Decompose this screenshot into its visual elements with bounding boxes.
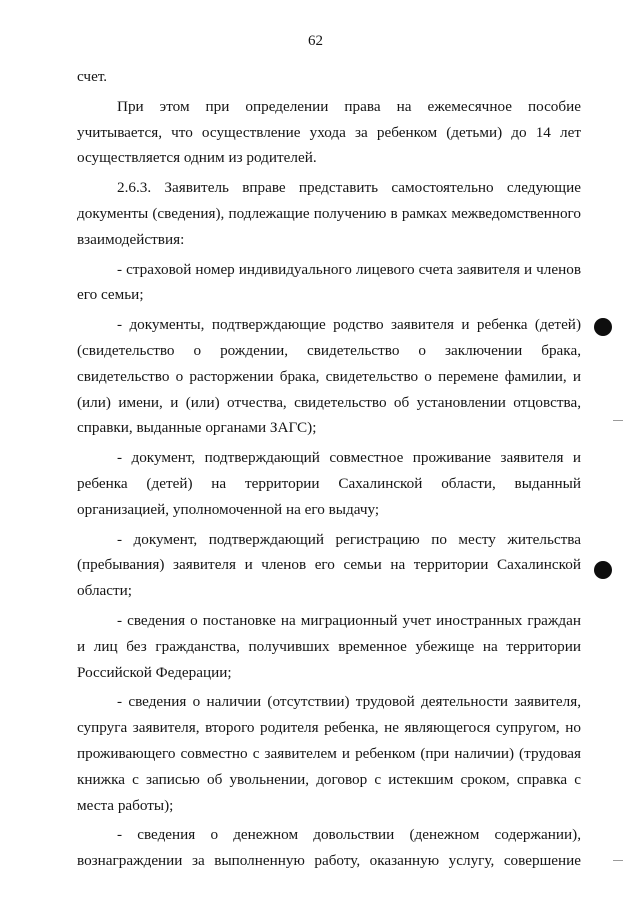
list-item-employment-info: - сведения о наличии (отсутствии) трудовой деятельности заявителя, супруга заявителя, второго родителя ребенка, не являющегося супругом, но проживающего совместно с заявителем и ребенком (при наличии) (трудовая книжка с записью об увольнении, договор с истекшим сроком, справка с места работы); [77,693,581,814]
page-number: 62 [308,33,323,49]
paragraph-continuation: счет. [77,68,108,85]
paragraph-care-note: При этом при определении права на ежемесячное пособие учитывается, что осуществление ухода за ребенком (детьми) до 14 лет осуществляется одним из родителей. [77,97,581,167]
list-item-migration-record: - сведения о постановке на миграционный учет иностранных граждан и лиц без гражданства, получивших временное убежище на территории Российской Федерации; [77,611,581,681]
binding-hole-lower [594,561,612,579]
scan-edge-mark [613,420,623,421]
list-item-registration-document: - документ, подтверждающий регистрацию по месту жительства (пребывания) заявителя и членов его семьи на территории Сахалинской области; [77,530,581,600]
binding-hole-upper [594,318,612,336]
list-item-kinship-documents: - документы, подтверждающие родство заявителя и ребенка (детей) (свидетельство о рождении, свидетельство о заключении брака, свидетельство о расторжении брака, свидетельство о перемене фамилии, и (или) имени, и (или) отчества, свидетельство об установлении отцовства, справки, выданные органами ЗАГС); [77,316,581,437]
document-body [77,64,581,878]
paragraph-2-6-3: 2.6.3. Заявитель вправе представить самостоятельно следующие документы (сведения), подлежащие получению в рамках межведомственного взаимодействия: [77,179,581,248]
list-item-snils: - страховой номер индивидуального лицевого счета заявителя и членов его семьи; [77,260,581,304]
scan-edge-mark [613,860,623,861]
list-item-allowance-info: - сведения о денежном довольствии (денежном содержании), вознаграждении за выполненную работу, оказанную услугу, совершение [77,826,581,870]
list-item-cohabitation-document: - документ, подтверждающий совместное проживание заявителя и ребенка (детей) на территории Сахалинской области, выданный организацией, уполномоченной на его выдачу; [77,449,581,518]
